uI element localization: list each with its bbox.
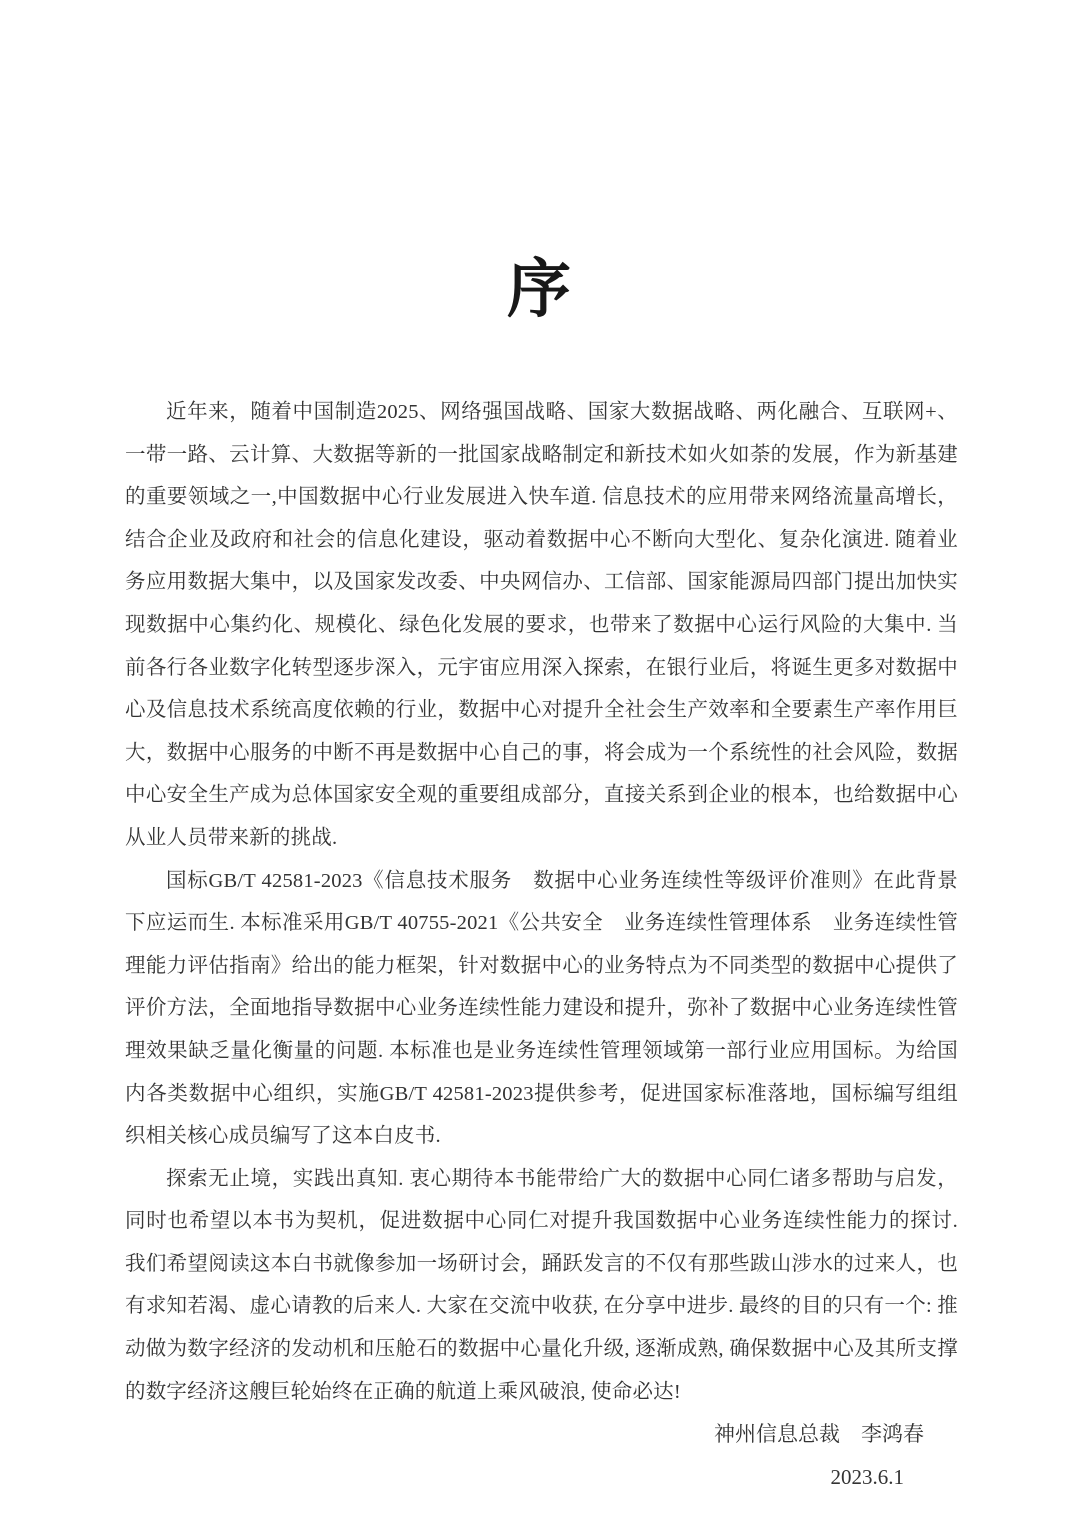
paragraph-2: 国标GB/T 42581-2023《信息技术服务 数据中心业务连续性等级评价准则》在此背景下应运而生. 本标准采用GB/T 40755-2021《公共安全 业务连续性管理体系 业务连续性管理能力评估指南》给出的能力框架，针对数据中心的业务特点为不同类型的数据中心提供了评价方法，全面地指导数据中心业务连续性能力建设和提升，弥补了数据中心业务连续性管理效果缺乏量化衡量的问题. 本标准也是业务连续性管理领域第一部行业应用国标。为给国内各类数据中心组织，实施GB/T 42581-2023提供参考，促进国家标准落地，国标编写组组织相关核心成员编写了这本白皮书. <box>125 869 958 1148</box>
signature-block <box>0 1413 1080 1498</box>
signature-date: 2023.6.1 <box>830 1464 904 1489</box>
preface-body <box>125 391 958 1413</box>
signature-name: 神州信息总裁 李鸿春 <box>714 1422 924 1447</box>
page-title: 序 <box>507 254 573 325</box>
paragraph-1: 近年来，随着中国制造2025、网络强国战略、国家大数据战略、两化融合、互联网+、一带一路、云计算、大数据等新的一批国家战略制定和新技术如火如荼的发展，作为新基建的重要领域之一,中国数据中心行业发展进入快车道. 信息技术的应用带来网络流量高增长，结合企业及政府和社会的信息化建设，驱动着数据中心不断向大型化、复杂化演进. 随着业务应用数据大集中，以及国家发改委、中央网信办、工信部、国家能源局四部门提出加快实现数据中心集约化、规模化、绿色化发展的要求，也带来了数据中心运行风险的大集中. 当前各行各业数字化转型逐步深入，元宇宙应用深入探索，在银行业后，将诞生更多对数据中心及信息技术系统高度依赖的行业，数据中心对提升全社会生产效率和全要素生产率作用巨大，数据中心服务的中断不再是数据中心自己的事，将会成为一个系统性的社会风险，数据中心安全生产成为总体国家安全观的重要组成部分，直接关系到企业的根本，也给数据中心从业人员带来新的挑战. <box>125 401 958 849</box>
paragraph-3: 探索无止境，实践出真知. 衷心期待本书能带给广大的数据中心同仁诸多帮助与启发，同时也希望以本书为契机，促进数据中心同仁对提升我国数据中心业务连续性能力的探讨. 我们希望阅读这本白书就像参加一场研讨会，踊跃发言的不仅有那些跋山涉水的过来人，也有求知若渴、虚心请教的后来人. 大家在交流中收获, 在分享中进步. 最终的目的只有一个: 推动做为数字经济的发动机和压舱石的数据中心量化升级, 逐渐成熟, 确保数据中心及其所支撑的数字经济这艘巨轮始终在正确的航道上乘风破浪, 使命必达! <box>125 1167 958 1403</box>
